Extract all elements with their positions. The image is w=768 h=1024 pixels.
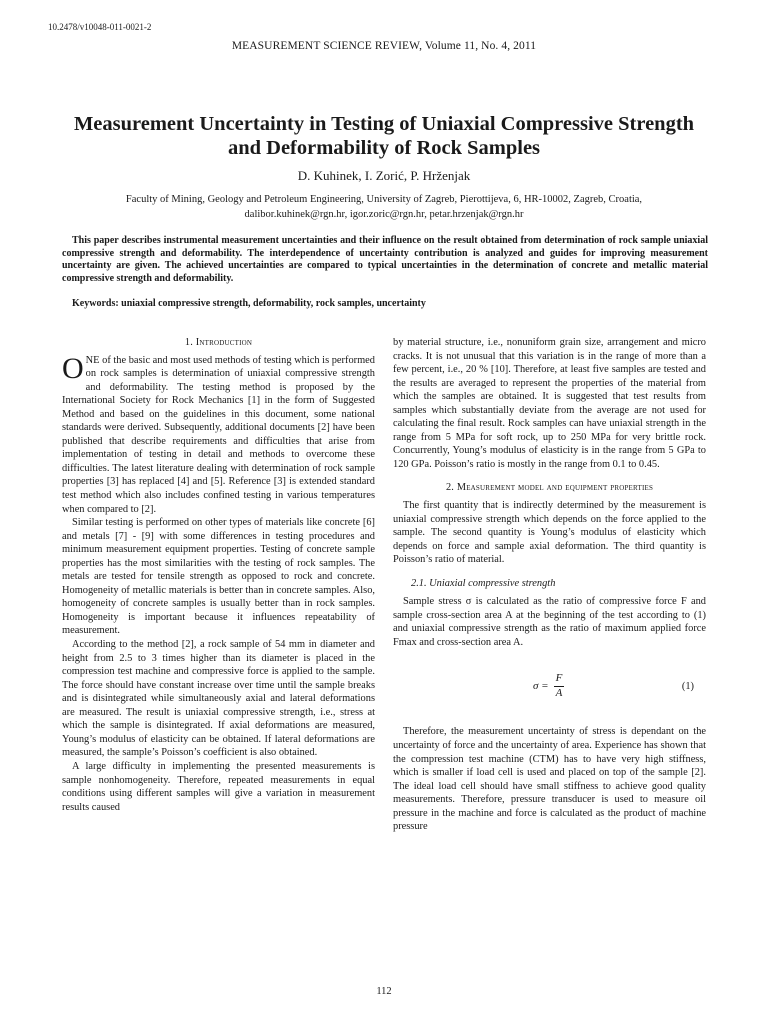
equation-lhs: σ = <box>533 679 549 692</box>
intro-paragraph-1-text: NE of the basic and most used methods of testing which is performed on rock samples is determination of uniaxial compressive strength and deformability. The testing method is proposed by the International Society for Rock Mechanics [1] in the form of Suggested Method and based on the guidelines in this document, some national standards were derived. Subsequently, additional documents [2] have been published that describe requirements and difficulties that arise from implementation of testing in detail and methods to overcome these difficulties. The latest literature dealing with determination of rock sample properties [3] has replaced [4] and [5]. Reference [3] is extended standard test method which also includes confined testing in various temperatures when compared to [2]. <box>62 354 375 515</box>
intro-paragraph-3: According to the method [2], a rock sample of 54 mm in diameter and height from 2.5 to 3 times higher than its diameter is placed in the compression test machine and compressive force is applied to the sample. The force should have constant increase over time until the sample breaks and is disintegrated while simultaneously axial and lateral deformations are measured. The result is uniaxial compressive strength, i.e., stress at which the sample is disintegrated. If axial deformations are measured, Young’s modulus of elasticity can be obtained. If lateral deformations are measured, the sample’s Poisson’s coefficient is also obtained. <box>62 639 375 759</box>
left-column <box>62 336 375 814</box>
equation-fraction <box>554 672 565 700</box>
intro-paragraph-4: A large difficulty in implementing the presented measurements is sample nonhomogeneity. Therefore, repeated measurements in equal conditions using different samples will give a variation in measurement results caused <box>62 760 375 813</box>
author-list: D. Kuhinek, I. Zorić, P. Hrženjak <box>297 168 471 183</box>
doi-identifier: 10.2478/v10048-011-0021-2 <box>48 22 152 32</box>
section2-paragraph-2: Sample stress σ is calculated as the ratio of compressive force F and sample cross-section area A at the beginning of the test according to (1) and uniaxial compressive strength as the ratio of maximum applied force Fmax and cross-section area A. <box>393 596 706 648</box>
journal-header: MEASUREMENT SCIENCE REVIEW, Volume 11, No. 4, 2011 <box>231 40 537 52</box>
affiliation-block <box>58 192 710 222</box>
page-number: 112 <box>376 986 392 997</box>
intro-paragraph-continued: by material structure, i.e., nonuniform grain size, arrangement and micro cracks. It is not unusual that this variation is in the range of more than a few percent, i.e., 20 % [10]. Therefore, at least five samples are tested and the results are averaged to represent the properties of the material from which the samples are obtained. It is suggested that test results from samples which substantially deviate from the average are not used for calculating the final result. Rock samples can have uniaxial strength in the range from 5 MPa for soft rock, up to 250 MPa for very brittle rock. Concurrently, Young’s modulus of elasticity is in the range from 5 GPa to 120 GPa. Poisson’s ratio is mostly in the range from 0.1 to 0.45. <box>393 337 706 470</box>
drop-cap: O <box>62 351 84 385</box>
equation-denominator: A <box>555 686 563 699</box>
section2-paragraph-1: The first quantity that is indirectly determined by the measurement is uniaxial compressive strength which depends on the force applied to the sample. The second quantity is Young’s modulus of elasticity which depends on force and sample axial deformation. The third quantity is Poisson’s ratio of material. <box>393 500 706 566</box>
intro-paragraph-2: Similar testing is performed on other types of materials like concrete [6] and metals [7] - [9] with some differences in testing procedures and minimum measurement equipment properties. Testing of concrete sample properties has the most similarities with the testing of rock samples. The metals are tested for tensile strength as opposed to rock and concrete. Homogeneity of metallic materials is better than in concrete samples. Also, homogeneity of concrete samples is usually better than in rock samples. Homogeneity is important because it influences repeatability of measurement. <box>62 517 375 637</box>
equation-formula <box>533 672 564 700</box>
intro-paragraph-1 <box>62 351 375 517</box>
abstract: This paper describes instrumental measurement uncertainties and their influence on the result obtained from determination of rock sample uniaxial compressive strength and deformability. The interdependence of uncertainty contribution is analyzed and guides for improving measurement uncertainty are given. The achieved uncertainties are compared to typical uncertainties in the determination of concrete and metallic material compressive strength and deformability. <box>62 235 708 284</box>
equation-1 <box>393 663 706 709</box>
paper-title: Measurement Uncertainty in Testing of Uniaxial Compressive Strength and Deformability of Rock Samples <box>73 113 695 159</box>
equation-number: (1) <box>681 680 694 692</box>
keywords: Keywords: uniaxial compressive strength, deformability, rock samples, uncertainty <box>72 298 426 309</box>
section-heading-measurement-model: 2. Measurement model and equipment properties <box>445 482 654 494</box>
section2-paragraph-3: Therefore, the measurement uncertainty of stress is dependant on the uncertainty of force and the uncertainty of area. Experience has shown that the compression test machine (CTM) has to have very high stiffness, which is smaller if load cell is used and placed on top of the sample [2]. The ideal load cell should have small stiffness to achieve good quality measurements. Therefore, pressure transducer is used to measure oil pressure in the machine and force is calculated as the product of machine pressure <box>393 726 706 833</box>
subsection-heading-ucs: 2.1. Uniaxial compressive strength <box>411 577 556 589</box>
equation-numerator: F <box>554 672 565 687</box>
affiliation-text: Faculty of Mining, Geology and Petroleum Engineering, University of Zagreb, Pierottijeva, 6, HR-10002, Zagreb, Croatia, <box>125 194 643 205</box>
right-column <box>393 336 706 834</box>
section-heading-introduction: 1. Introduction <box>184 337 253 348</box>
author-emails: dalibor.kuhinek@rgn.hr, igor.zoric@rgn.hr, petar.hrzenjak@rgn.hr <box>244 209 524 220</box>
